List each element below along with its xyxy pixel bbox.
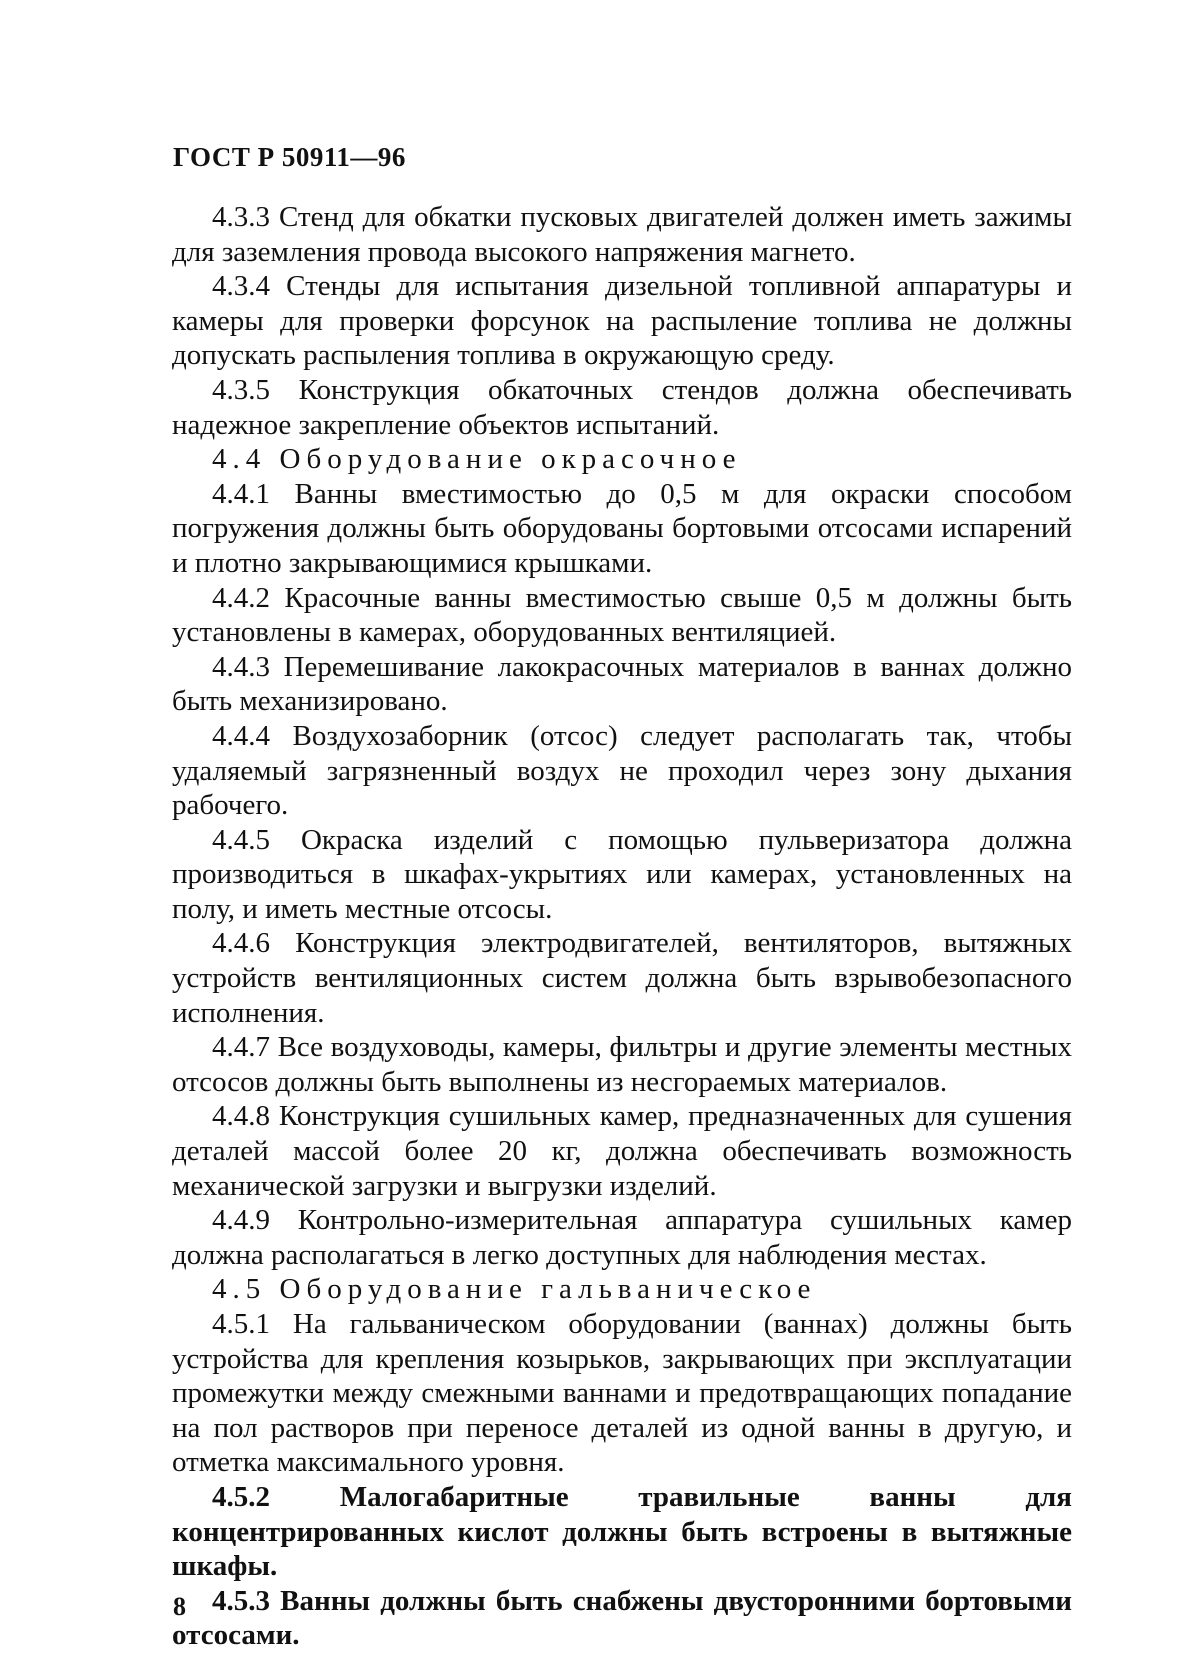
paragraph-4-3-4: 4.3.4 Стенды для испытания дизельной топливной аппаратуры и камеры для проверки форсунок на распыление топлива не должны допускать распыления топлива в окружающую среду. <box>172 270 1072 372</box>
section-heading-4-5: 4.5 Оборудование гальваническое <box>212 1273 817 1306</box>
page-number: 8 <box>173 1592 186 1621</box>
page-header: ГОСТ Р 50911—96 <box>173 142 406 172</box>
paragraph-4-5-3: 4.5.3 Ванны должны быть снабжены двусторонними бортовыми отсосами. <box>172 1584 1072 1652</box>
paragraph-4-4-8: 4.4.8 Конструкция сушильных камер, предназначенных для сушения деталей массой более 20 кг, должна обеспечивать возможность механической загрузки и выгрузки изделий. <box>172 1100 1072 1202</box>
paragraph-4-4-7: 4.4.7 Все воздуховоды, камеры, фильтры и другие элементы местных отсосов должны быть выполнены из несгораемых материалов. <box>172 1031 1072 1098</box>
paragraph-4-5-1: 4.5.1 На гальваническом оборудовании (ваннах) должны быть устройства для крепления козырьков, закрывающих при эксплуатации промежутки между смежными ваннами и предотвращающих попадание на пол растворов при переносе деталей из одной ванны в другую, и отметка максимального уровня. <box>172 1308 1072 1479</box>
document-body <box>172 200 1072 1653</box>
paragraph-4-4-9: 4.4.9 Контрольно-измерительная аппаратура сушильных камер должна располагаться в легко доступных для наблюдения местах. <box>172 1204 1072 1271</box>
paragraph-4-5-2: 4.5.2 Малогабаритные травильные ванны для концентрированных кислот должны быть встроены в вытяжные шкафы. <box>172 1480 1072 1583</box>
paragraph-4-4-5: 4.4.5 Окраска изделий с помощью пульверизатора должна производиться в шкафах-укрытиях или камерах, установленных на полу, и иметь местные отсосы. <box>172 823 1072 925</box>
section-heading-4-4: 4.4 Оборудование окрасочное <box>212 443 742 476</box>
paragraph-4-4-6: 4.4.6 Конструкция электродвигателей, вентиляторов, вытяжных устройств вентиляционных систем должна быть взрывобезопасного исполнения. <box>172 927 1072 1029</box>
paragraph-4-4-3: 4.4.3 Перемешивание лакокрасочных материалов в ваннах должно быть механизировано. <box>172 650 1072 718</box>
paragraph-4-3-3: 4.3.3 Стенд для обкатки пусковых двигателей должен иметь зажимы для заземления провода высокого напряжения магнето. <box>172 201 1072 268</box>
paragraph-4-4-1: 4.4.1 Ванны вместимостью до 0,5 м для окраски способом погружения должны быть оборудованы бортовыми отсосами испарений и плотно закрывающимися крышками. <box>172 477 1072 579</box>
paragraph-4-3-5: 4.3.5 Конструкция обкаточных стендов должна обеспечивать надежное закрепление объектов испытаний. <box>172 373 1072 441</box>
paragraph-4-4-4: 4.4.4 Воздухозаборник (отсос) следует располагать так, чтобы удаляемый загрязненный воздух не проходил через зону дыхания рабочего. <box>172 719 1072 822</box>
paragraph-4-4-2: 4.4.2 Красочные ванны вместимостью свыше 0,5 м должны быть установлены в камерах, оборудованных вентиляцией. <box>172 581 1072 649</box>
